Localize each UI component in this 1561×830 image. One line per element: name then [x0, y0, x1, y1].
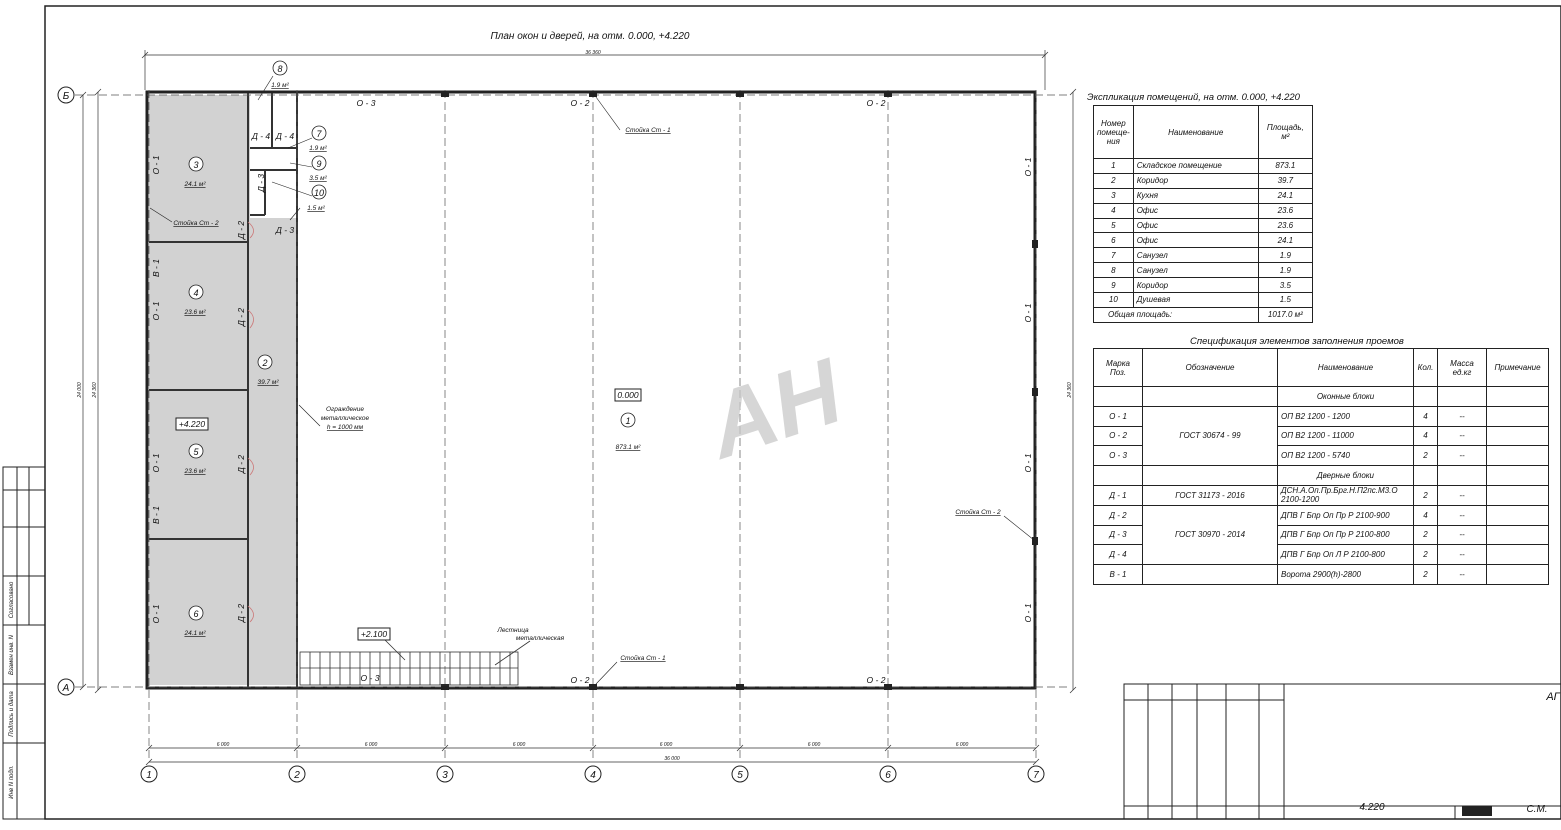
spec-header-name: Наименование	[1278, 349, 1414, 387]
column-st2-left: Стойка Ст - 2	[173, 220, 219, 227]
spec-cell: ОП В2 1200 - 1200	[1278, 406, 1414, 426]
spec-cell: ОП В2 1200 - 5740	[1278, 446, 1414, 466]
door-d4-1: Д - 4	[251, 131, 271, 141]
expl-cell: Офис	[1133, 203, 1258, 218]
spec-group-windows: Оконные блоки	[1278, 387, 1414, 407]
expl-total-label: Общая площадь:	[1094, 307, 1259, 322]
spec-cell: Д - 4	[1094, 545, 1143, 565]
spec-cell: ДСН.А.Оп.Пр.Брг.Н.П2пс.М3.О 2100-1200	[1278, 485, 1414, 505]
room-6-area: 24.1 м²	[184, 630, 206, 637]
column-st1-top-leader	[596, 97, 620, 130]
room-1-number: 1	[625, 416, 631, 426]
window-o1-left-1: О - 1	[151, 155, 161, 175]
spec-caption: Спецификация элементов заполнения проемов	[1190, 336, 1404, 347]
spec-header-qty: Кол.	[1414, 349, 1438, 387]
sanitary-block	[250, 95, 298, 218]
window-o1-right-1: О - 1	[1023, 157, 1033, 177]
table-row	[1094, 233, 1313, 248]
spec-gost-doors: ГОСТ 30970 - 2014	[1143, 505, 1278, 564]
axis-label-b: Б	[62, 91, 70, 102]
window-o2-bottom-2: О - 2	[866, 675, 886, 685]
staircase	[300, 640, 530, 685]
dim-left-inner: 24 000	[77, 382, 83, 398]
spec-cell: --	[1438, 406, 1487, 426]
column-st1-bottom: Стойка Ст - 1	[620, 655, 666, 662]
window-o1-right-3: О - 1	[1023, 453, 1033, 473]
expl-cell: Офис	[1133, 218, 1258, 233]
spec-cell: --	[1438, 525, 1487, 545]
expl-cell: Офис	[1133, 233, 1258, 248]
room-10-area: 1.5 м²	[307, 205, 325, 212]
spec-cell: О - 3	[1094, 446, 1143, 466]
room-10-number: 10	[313, 188, 325, 198]
room-8-area: 1.9 м²	[271, 82, 289, 89]
table-row	[1094, 466, 1549, 486]
window-o1-right-4: О - 1	[1023, 603, 1033, 623]
spec-cell: В - 1	[1094, 565, 1143, 585]
spec-cell: 2	[1414, 485, 1438, 505]
expl-cell: 3	[1094, 188, 1134, 203]
stamp-inventory: Инв N подл.	[9, 765, 15, 799]
spec-cell: --	[1438, 545, 1487, 565]
specification-table	[1093, 348, 1549, 585]
expl-cell: Коридор	[1133, 278, 1258, 293]
table-row	[1094, 203, 1313, 218]
room-4-area: 23.6 м²	[184, 309, 206, 316]
window-o1-left-2: О - 1	[151, 301, 161, 321]
expl-header-number: Номер помеще-ния	[1094, 106, 1134, 159]
axis-label-4: 4	[590, 770, 596, 781]
spec-cell: 4	[1414, 505, 1438, 525]
window-o2-top-1: О - 2	[570, 98, 590, 108]
expl-total-value: 1017.0 м²	[1258, 307, 1312, 322]
expl-cell: 39.7	[1258, 173, 1312, 188]
spec-cell: --	[1438, 485, 1487, 505]
room-2-area: 39.7 м²	[257, 379, 279, 386]
expl-cell: 4	[1094, 203, 1134, 218]
spec-cell: Д - 3	[1094, 525, 1143, 545]
stair-label-1: Лестница	[497, 627, 529, 634]
spec-gost-d1: ГОСТ 31173 - 2016	[1143, 485, 1278, 505]
spec-cell: ДПВ Г Бпр Оп Пр Р 2100-900	[1278, 505, 1414, 525]
title-block-corner: АГ	[1546, 691, 1560, 703]
table-row	[1094, 485, 1549, 505]
spec-cell: ДПВ Г Бпр Оп Л Р 2100-800	[1278, 545, 1414, 565]
expl-cell: 3.5	[1258, 278, 1312, 293]
plan-title: План окон и дверей, на отм. 0.000, +4.220	[490, 31, 690, 42]
expl-cell: 8	[1094, 263, 1134, 278]
axis-label-2: 2	[294, 770, 300, 781]
expl-cell: 1.5	[1258, 293, 1312, 308]
door-d3-1: Д - 3	[256, 173, 266, 193]
stamp-replaces: Взамен инв. N	[9, 635, 15, 675]
room-8-number: 8	[277, 64, 283, 74]
room-5-number: 5	[193, 447, 199, 457]
table-row	[1094, 218, 1313, 233]
table-total-row	[1094, 307, 1313, 322]
dim-overall-bottom: 36 000	[664, 756, 680, 762]
spec-cell: --	[1438, 426, 1487, 446]
axis-label-6: 6	[885, 770, 891, 781]
explication-table	[1093, 105, 1313, 323]
fence-leader	[299, 405, 320, 426]
dim-span-4: 6 000	[659, 742, 673, 748]
dim-left-outer: 24 360	[92, 382, 98, 398]
window-o1-right-2: О - 1	[1023, 303, 1033, 323]
room-6-number: 6	[193, 609, 199, 619]
expl-cell: 24.1	[1258, 233, 1312, 248]
table-row	[1094, 263, 1313, 278]
spec-header-mass: Масса ед.кг	[1438, 349, 1487, 387]
stamp-agreed: Согласовано	[9, 581, 15, 619]
explication-caption: Экспликация помещений, на отм. 0.000, +4.220	[1087, 92, 1300, 103]
axis-label-1: 1	[146, 770, 152, 781]
spec-cell: ОП В2 1200 - 11000	[1278, 426, 1414, 446]
axis-label-5: 5	[737, 770, 743, 781]
spec-cell: --	[1438, 446, 1487, 466]
expl-cell: Кухня	[1133, 188, 1258, 203]
door-d4-2: Д - 4	[275, 131, 295, 141]
spec-cell: --	[1438, 565, 1487, 585]
spec-cell: 2	[1414, 525, 1438, 545]
column-st1-bottom-leader	[596, 662, 617, 684]
dim-span-1: 6 000	[216, 742, 230, 748]
fence-label-1: Ограждение	[326, 406, 364, 413]
door-d3-2: Д - 3	[275, 225, 295, 235]
title-block-logo	[1462, 806, 1492, 816]
expl-cell: 873.1	[1258, 159, 1312, 174]
expl-cell: 1	[1094, 159, 1134, 174]
fence-label-3: h = 1000 мм	[326, 424, 364, 431]
title-block-value: 4.220	[1359, 802, 1385, 813]
expl-cell: 7	[1094, 248, 1134, 263]
table-row	[1094, 188, 1313, 203]
room-7-area: 1.9 м²	[309, 145, 327, 152]
expl-cell: 23.6	[1258, 203, 1312, 218]
table-row	[1094, 505, 1549, 525]
expl-cell: 1.9	[1258, 263, 1312, 278]
gate-v1-2: В - 1	[151, 506, 161, 524]
table-row	[1094, 278, 1313, 293]
column-st2-right-leader	[1004, 516, 1034, 540]
spec-cell: Д - 2	[1094, 505, 1143, 525]
window-o1-left-4: О - 1	[151, 604, 161, 624]
expl-cell: Санузел	[1133, 263, 1258, 278]
column-st2-right: Стойка Ст - 2	[955, 509, 1001, 516]
spec-group-doors: Дверные блоки	[1278, 466, 1414, 486]
stair-label-2: металлическая	[515, 635, 565, 642]
table-row	[1094, 248, 1313, 263]
spec-cell: 2	[1414, 446, 1438, 466]
spec-cell: 2	[1414, 545, 1438, 565]
expl-cell: 9	[1094, 278, 1134, 293]
room-9-area: 3.5 м²	[309, 175, 327, 182]
spec-header-code: Обозначение	[1143, 349, 1278, 387]
spec-cell: Д - 1	[1094, 485, 1143, 505]
table-row	[1094, 387, 1549, 407]
spec-header-mark: Марка Поз.	[1094, 349, 1143, 387]
gate-v1-1: В - 1	[151, 259, 161, 277]
room-1-area: 873.1 м²	[615, 444, 641, 451]
dim-span-5: 6 000	[807, 742, 821, 748]
axis-label-a: А	[62, 683, 70, 694]
spec-gost-windows: ГОСТ 30674 - 99	[1143, 406, 1278, 465]
room-5-area: 23.6 м²	[184, 468, 206, 475]
expl-cell: 24.1	[1258, 188, 1312, 203]
room-9-number: 9	[316, 159, 322, 169]
spec-cell: 4	[1414, 406, 1438, 426]
spec-cell: --	[1438, 505, 1487, 525]
door-d2-2: Д - 2	[236, 307, 246, 327]
expl-cell: Складское помещение	[1133, 159, 1258, 174]
table-row	[1094, 159, 1313, 174]
dim-right: 24 360	[1067, 382, 1073, 398]
window-o1-left-3: О - 1	[151, 453, 161, 473]
elevation-main: 0.000	[617, 390, 639, 400]
table-row	[1094, 173, 1313, 188]
expl-cell: Коридор	[1133, 173, 1258, 188]
expl-cell: 23.6	[1258, 218, 1312, 233]
spec-cell: О - 1	[1094, 406, 1143, 426]
expl-cell: Душевая	[1133, 293, 1258, 308]
spec-header-note: Примечание	[1487, 349, 1549, 387]
table-row	[1094, 406, 1549, 426]
spec-cell: Ворота 2900(h)-2800	[1278, 565, 1414, 585]
room-3-number: 3	[193, 160, 199, 170]
stamp-signature: Подпись и дата	[9, 691, 15, 737]
expl-cell: 10	[1094, 293, 1134, 308]
door-d2-1: Д - 2	[236, 220, 246, 240]
bottom-dimensions	[146, 745, 1039, 765]
room-3-area: 24.1 м²	[184, 181, 206, 188]
expl-header-name: Наименование	[1133, 106, 1258, 159]
window-o3-bottom: О - 3	[360, 673, 380, 683]
door-d2-3: Д - 2	[236, 454, 246, 474]
room-4-number: 4	[193, 288, 199, 298]
dim-span-6: 6 000	[955, 742, 969, 748]
table-row	[1094, 565, 1549, 585]
spec-cell: 2	[1414, 565, 1438, 585]
expl-header-area: Площадь, м²	[1258, 106, 1312, 159]
spec-cell: О - 2	[1094, 426, 1143, 446]
axis-label-3: 3	[442, 770, 448, 781]
column-st1-top: Стойка Ст - 1	[625, 127, 671, 134]
elevation-upper: +4.220	[178, 419, 206, 429]
expl-cell: 5	[1094, 218, 1134, 233]
expl-cell: 6	[1094, 233, 1134, 248]
door-d2-4: Д - 2	[236, 603, 246, 623]
title-block	[1124, 684, 1561, 819]
dim-overall-top: 36 360	[585, 50, 601, 56]
watermark-logo: АН	[695, 340, 854, 479]
expl-cell: 1.9	[1258, 248, 1312, 263]
window-o2-top-2: О - 2	[866, 98, 886, 108]
table-row	[1094, 293, 1313, 308]
dim-span-2: 6 000	[364, 742, 378, 748]
title-block-suffix: С.М.	[1526, 804, 1548, 815]
stair-elevation: +2.100	[360, 629, 388, 639]
fence-label-2: металлическое	[320, 415, 370, 422]
room-7-number: 7	[316, 129, 322, 139]
expl-cell: 2	[1094, 173, 1134, 188]
expl-cell: Санузел	[1133, 248, 1258, 263]
spec-cell: 4	[1414, 426, 1438, 446]
window-o2-bottom-1: О - 2	[570, 675, 590, 685]
axis-label-7: 7	[1033, 770, 1039, 781]
spec-cell: ДПВ Г Бпр Оп Пр Р 2100-800	[1278, 525, 1414, 545]
dim-span-3: 6 000	[512, 742, 526, 748]
window-o3-top: О - 3	[356, 98, 376, 108]
room-2-number: 2	[262, 358, 268, 368]
